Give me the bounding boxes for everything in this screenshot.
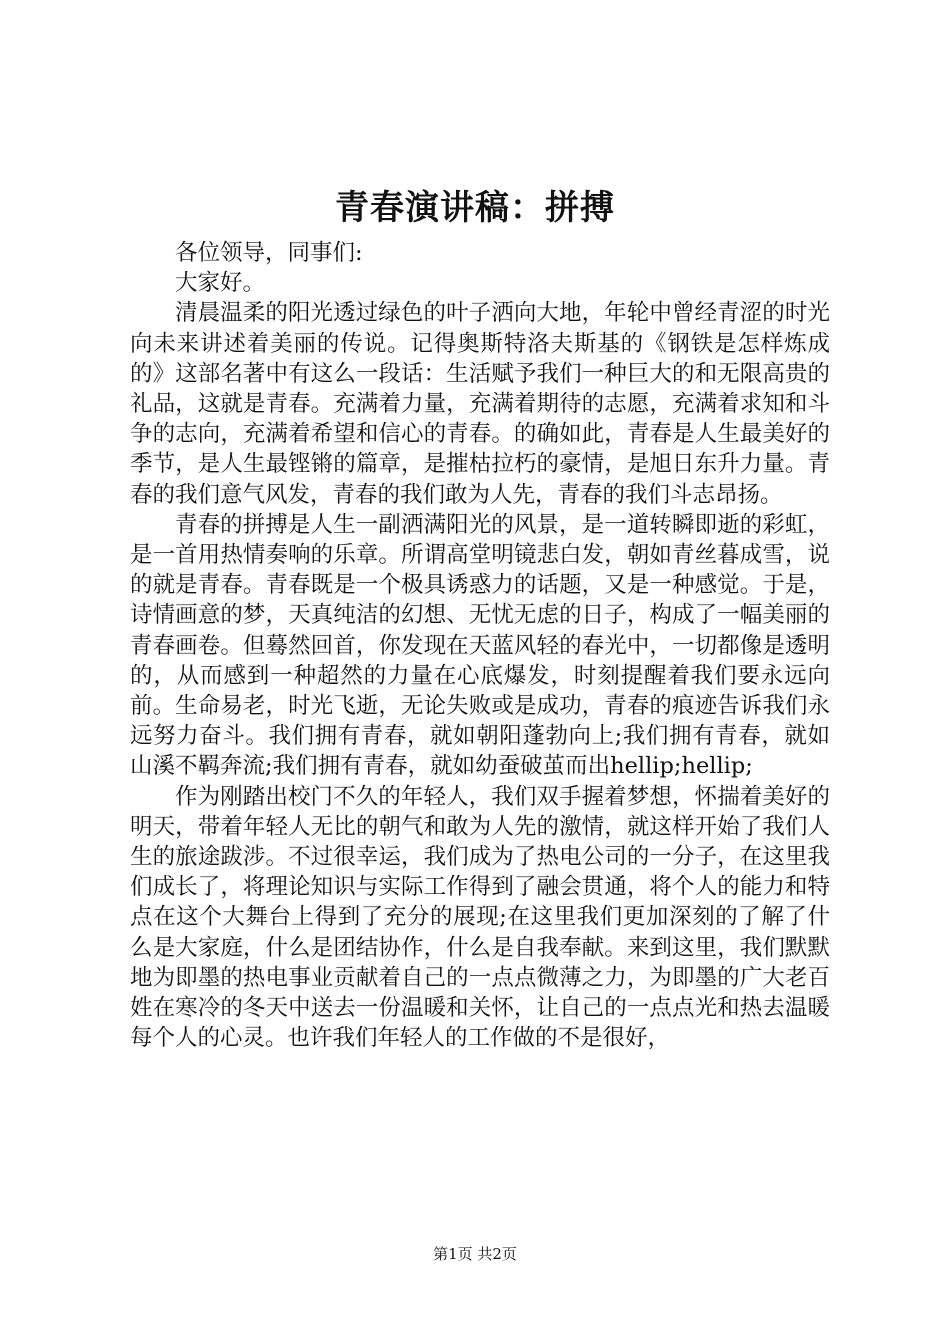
paragraph-salutation: 各位领导，同事们: — [175, 240, 363, 266]
document-title: 青春演讲稿：拼搏 — [335, 188, 615, 228]
page-number: 第1页 共2页 — [433, 1245, 517, 1263]
paragraph-3: 作为刚踏出校门不久的年轻人，我们双手握着梦想，怀揣着美好的明天，带着年轻人无比的朝气和敢为人先的激情，就这样开始了我们人生的旅途跋涉。不过很幸运，我们成为了热电公司的一分子，在这里我们成长了，将理论知识与实际工作得到了融会贯通，将个人的能力和特点在这个大舞台上得到了充分的展现;在这里我们更加深刻的了解了什么是大家庭，什么是团结协作，什么是自我奉献。来到这里，我们默默地为即墨的热电事业贡献着自己的一点点微薄之力，为即墨的广大老百姓在寒冷的冬天中送去一份温暖和关怀，让自己的一点点光和热去温暖每个人的心灵。也许我们年轻人的工作做的不是很好， — [130, 783, 830, 1052]
paragraph-2: 青春的拼搏是人生一副洒满阳光的风景，是一道转瞬即逝的彩虹，是一首用热情奏响的乐章。所谓高堂明镜悲白发，朝如青丝暮成雪，说的就是青春。青春既是一个极具诱惑力的话题，又是一种感觉。于是，诗情画意的梦，天真纯洁的幻想、无忧无虑的日子，构成了一幅美丽的青春画卷。但蓦然回首，你发现在天蓝风轻的春光中，一切都像是透明的，从而感到一种超然的力量在心底爆发，时刻提醒着我们要永远向前。生命易老，时光飞逝，无论失败或是成功，青春的痕迹告诉我们永远努力奋斗。我们拥有青春，就如朝阳蓬勃向上;我们拥有青春，就如山溪不羁奔流;我们拥有青春，就如幼蚕破茧而出hellip;hellip; — [130, 511, 830, 780]
document-body — [130, 238, 830, 1053]
paragraph-greeting: 大家好。 — [175, 270, 266, 297]
paragraph-1: 清晨温柔的阳光透过绿色的叶子洒向大地，年轮中曾经青涩的时光向未来讲述着美丽的传说。记得奥斯特洛夫斯基的《钢铁是怎样炼成的》这部名著中有这么一段话：生活赋予我们一种巨大的和无限高贵的礼品，这就是青春。充满着力量，充满着期待的志愿，充满着求知和斗争的志向，充满着希望和信心的青春。的确如此，青春是人生最美好的季节，是人生最铿锵的篇章，是摧枯拉朽的豪情，是旭日东升力量。青春的我们意气风发，青春的我们敢为人先，青春的我们斗志昂扬。 — [130, 300, 830, 508]
